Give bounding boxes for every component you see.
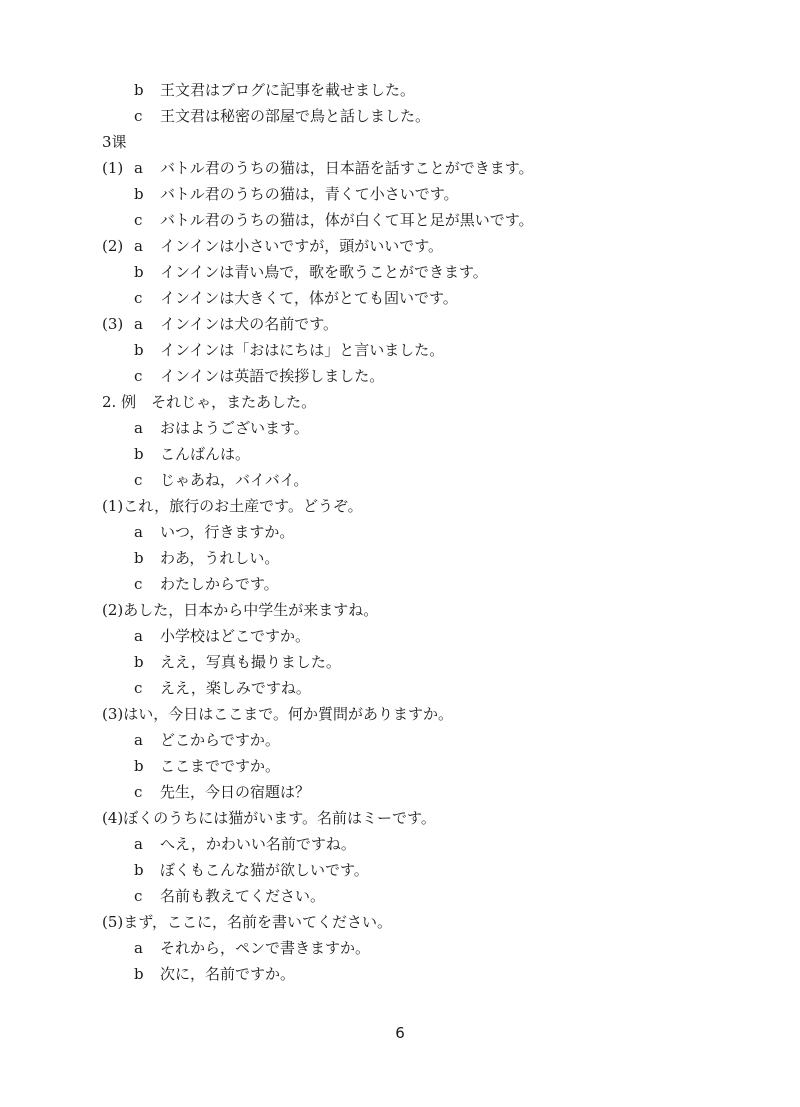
option-text: インインは大きくて，体がとても固いです。 (160, 289, 458, 307)
heading-text: (2)あした，日本から中学生が来ますね。 (102, 601, 379, 619)
question-number: (3) (102, 315, 124, 333)
option-text: インインは英語で挨拶しました。 (160, 367, 385, 385)
option-letter: c (134, 211, 143, 229)
option-text: バトル君のうちの猫は，青くて小さいです。 (160, 185, 459, 203)
section-heading (0, 129, 800, 155)
answer-line (0, 727, 800, 753)
option-text: おはようございます。 (160, 419, 309, 437)
option-text: 王文君はブログに記事を載せました。 (160, 81, 416, 99)
heading-text: 2. 例 それじゃ，またあした。 (102, 393, 317, 411)
section-heading (0, 909, 800, 935)
answer-line (0, 207, 800, 233)
answer-line (0, 779, 800, 805)
option-letter: b (134, 757, 144, 775)
option-letter: c (134, 367, 143, 385)
option-text: 名前も教えてください。 (160, 887, 326, 905)
option-letter: b (134, 81, 144, 99)
answer-line (0, 467, 800, 493)
answer-line (0, 753, 800, 779)
option-text: それから，ペンで書きますか。 (160, 939, 371, 957)
answer-line (0, 649, 800, 675)
answer-line (0, 285, 800, 311)
answer-line (0, 623, 800, 649)
option-text: こんばんは。 (160, 445, 251, 463)
option-text: インインは犬の名前です。 (160, 315, 339, 333)
option-text: バトル君のうちの猫は，日本語を話すことができます。 (160, 159, 534, 177)
option-text: 次に，名前ですか。 (160, 965, 296, 983)
option-letter: b (134, 445, 144, 463)
question-number: (2) (102, 237, 124, 255)
heading-text: (3)はい，今日はここまで。何か質問がありますか。 (102, 705, 453, 723)
option-letter: a (134, 523, 143, 541)
option-letter: a (134, 159, 143, 177)
option-text: 王文君は秘密の部屋で鳥と話しました。 (160, 107, 431, 125)
option-text: インインは青い鳥で，歌を歌うことができます。 (160, 263, 488, 281)
option-letter: b (134, 185, 144, 203)
option-letter: a (134, 835, 143, 853)
option-letter: c (134, 289, 143, 307)
option-letter: b (134, 263, 144, 281)
option-letter: a (134, 237, 143, 255)
option-letter: c (134, 679, 143, 697)
answer-line (0, 935, 800, 961)
option-text: ええ，楽しみですね。 (160, 679, 311, 697)
option-text: バトル君のうちの猫は，体が白くて耳と足が黒いです。 (160, 211, 534, 229)
document-body (0, 77, 800, 987)
option-letter: a (134, 939, 143, 957)
option-text: ぼくもこんな猫が欲しいです。 (160, 861, 369, 879)
option-text: ここまでですか。 (160, 757, 281, 775)
option-text: わあ，うれしい。 (160, 549, 280, 567)
option-letter: c (134, 471, 143, 489)
option-letter: c (134, 575, 143, 593)
answer-line (0, 311, 800, 337)
option-letter: c (134, 887, 143, 905)
option-letter: a (134, 731, 143, 749)
heading-text: (4)ぼくのうちには猫がいます。名前はミーです。 (102, 809, 436, 827)
option-letter: b (134, 341, 144, 359)
option-text: ええ，写真も撮りました。 (160, 653, 341, 671)
section-heading (0, 701, 800, 727)
answer-line (0, 155, 800, 181)
answer-line (0, 441, 800, 467)
option-letter: a (134, 419, 143, 437)
option-text: 小学校はどこですか。 (160, 627, 311, 645)
heading-text: (1)これ，旅行のお土産です。どうぞ。 (102, 497, 363, 515)
answer-line (0, 961, 800, 987)
answer-line (0, 831, 800, 857)
answer-line (0, 259, 800, 285)
answer-line (0, 415, 800, 441)
option-letter: b (134, 861, 144, 879)
heading-text: 3课 (102, 133, 127, 151)
answer-line (0, 857, 800, 883)
answer-line (0, 233, 800, 259)
answer-line (0, 181, 800, 207)
section-heading (0, 805, 800, 831)
answer-line (0, 103, 800, 129)
heading-text: (5)まず，ここに，名前を書いてください。 (102, 913, 393, 931)
answer-line (0, 675, 800, 701)
answer-line (0, 77, 800, 103)
page-number: 6 (395, 1024, 405, 1042)
option-letter: b (134, 549, 144, 567)
option-letter: c (134, 783, 143, 801)
option-letter: b (134, 965, 144, 983)
answer-line (0, 571, 800, 597)
option-letter: a (134, 315, 143, 333)
section-heading (0, 493, 800, 519)
answer-line (0, 883, 800, 909)
option-text: インインは小さいですが，頭がいいです。 (160, 237, 444, 255)
answer-line (0, 519, 800, 545)
option-text: 先生，今日の宿題は？ (160, 783, 311, 801)
answer-line (0, 545, 800, 571)
option-text: どこからですか。 (160, 731, 280, 749)
section-heading (0, 389, 800, 415)
answer-line (0, 337, 800, 363)
option-text: いつ，行きますか。 (160, 523, 295, 541)
option-text: へえ，かわいい名前ですね。 (160, 835, 356, 853)
section-heading (0, 597, 800, 623)
option-text: インインは「おはにちは」と言いました。 (160, 341, 445, 359)
option-text: じゃあね，バイバイ。 (160, 471, 309, 489)
option-letter: b (134, 653, 144, 671)
option-letter: c (134, 107, 143, 125)
option-letter: a (134, 627, 143, 645)
option-text: わたしからです。 (160, 575, 279, 593)
question-number: (1) (102, 159, 124, 177)
answer-line (0, 363, 800, 389)
